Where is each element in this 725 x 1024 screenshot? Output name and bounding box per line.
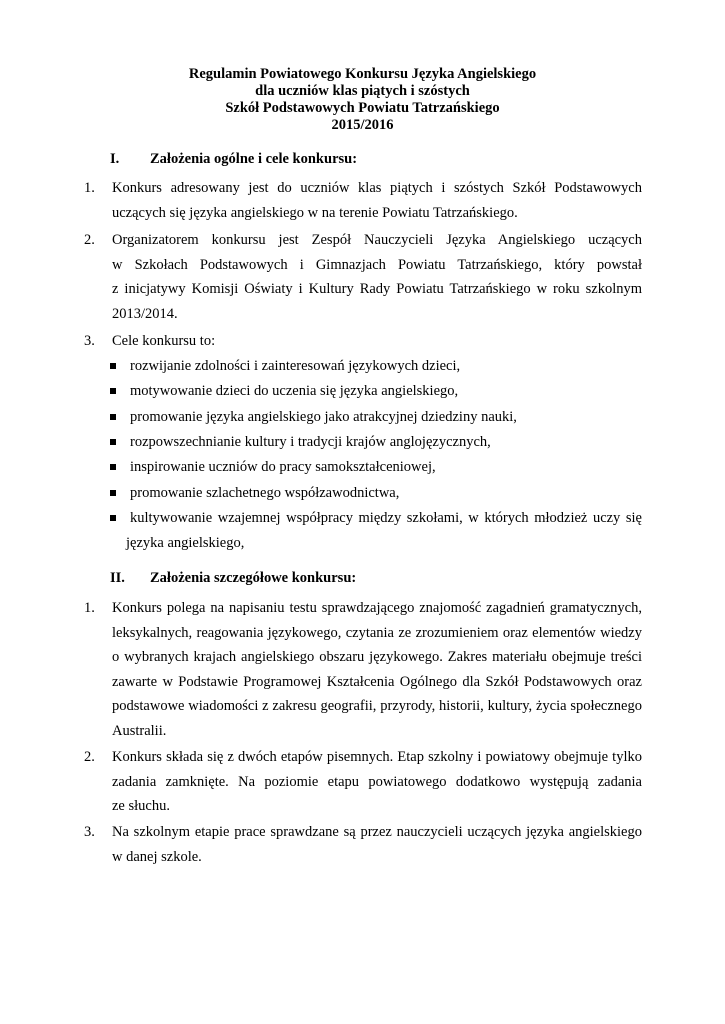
title-line: dla uczniów klas piątych i szóstych [255,83,470,99]
goal-bullet [108,481,642,506]
title-line: Regulamin Powiatowego Konkursu Języka Angielskiego [188,66,537,82]
goal-text: kultywowanie wzajemnej współpracy między szkołami, w których młodzież uczy się [130,510,642,526]
bullet-icon [110,515,116,521]
item-text-line: Konkurs adresowany jest do uczniów klas piątych i szóstych Szkół Podstawowych [112,180,642,196]
list-item [84,596,642,743]
goal-bullet [108,379,642,404]
item-number: 3. [84,333,95,349]
item-number: 1. [84,180,95,196]
goal-text: promowanie szlachetnego współzawodnictwa, [130,485,400,501]
item-text-line: Organizatorem konkursu jest Zespół Nauczycieli Języka Angielskiego uczących [112,232,642,248]
goal-text: rozwijanie zdolności i zainteresowań językowych dzieci, [130,358,461,374]
item-text-line: o wybranych krajach angielskiego obszaru językowego. Zakres materiału obejmuje treści [112,649,642,665]
section-title: Założenia ogólne i cele konkursu: [150,151,358,167]
section-number: II. [110,570,125,586]
goal-bullet [108,455,642,480]
goal-bullet [108,430,642,455]
item-text-line: Australii. [112,722,167,739]
item-text-line: Konkurs składa się z dwóch etapów pisemnych. Etap szkolny i powiatowy obejmuje tylko [112,749,642,765]
section-heading [110,151,357,168]
item-text-line: 2013/2014. [112,305,178,322]
item-text-line: w danej szkole. [112,848,202,865]
item-number: 3. [84,824,95,840]
list-item [84,228,642,326]
section-heading [110,570,356,587]
goal-text: języka angielskiego, [126,534,245,551]
title-line: Szkół Podstawowych Powiatu Tatrzańskiego [225,100,500,116]
item-number: 2. [84,749,95,765]
bullet-icon [110,490,116,496]
bullet-icon [110,363,116,369]
section-number: I. [110,151,120,167]
item-text-line: z inicjatywy Komisji Oświaty i Kultury Rady Powiatu Tatrzańskiego w roku szkolnym [112,281,642,297]
item-text-line: leksykalnych, reagowania językowego, czytania ze zrozumieniem oraz elementów wiedzy [112,624,642,641]
item-text-line: zadania zamknięte. Na poziomie etapu powiatowego dodatkowo występują zadania [112,773,642,790]
goal-bullet [108,506,642,555]
item-text-line: Cele konkursu to: [112,333,216,349]
item-text-line: Na szkolnym etapie prace sprawdzane są przez nauczycieli uczących języka angielskiego [112,824,642,840]
item-text-line: w Szkołach Podstawowych i Gimnazjach Powiatu Tatrzańskiego, który powstał [112,256,642,273]
item-text-line: uczących się języka angielskiego w na terenie Powiatu Tatrzańskiego. [112,204,518,221]
goal-bullet [108,405,642,430]
item-text-line: ze słuchu. [112,798,170,814]
list-item [84,745,642,819]
goal-text: promowanie języka angielskiego jako atrakcyjnej dziedziny nauki, [130,409,517,425]
list-item [84,820,642,869]
list-item [84,329,642,354]
document-title [0,66,725,134]
item-number: 1. [84,600,95,616]
bullet-icon [110,439,116,445]
title-line: 2015/2016 [331,117,394,133]
item-text-line: zawarte w Podstawie Programowej Kształcenia Ogólnego dla Szkół Podstawowych oraz [112,673,642,690]
item-number: 2. [84,232,95,248]
bullet-icon [110,414,116,420]
goal-text: inspirowanie uczniów do pracy samokształceniowej, [130,459,436,475]
item-text-line: Konkurs polega na napisaniu testu sprawdzającego znajomość zagadnień gramatycznych, [112,600,642,616]
section-title: Założenia szczegółowe konkursu: [150,570,357,586]
goal-text: motywowanie dzieci do uczenia się języka angielskiego, [130,383,459,399]
item-text-line: podstawowe wiadomości z zakresu geografii, przyrody, historii, kultury, życia społecznego [112,698,642,714]
bullet-icon [110,464,116,470]
goal-bullet [108,354,642,379]
list-item [84,176,642,225]
bullet-icon [110,388,116,394]
goal-text: rozpowszechnianie kultury i tradycji krajów anglojęzycznych, [130,434,491,450]
